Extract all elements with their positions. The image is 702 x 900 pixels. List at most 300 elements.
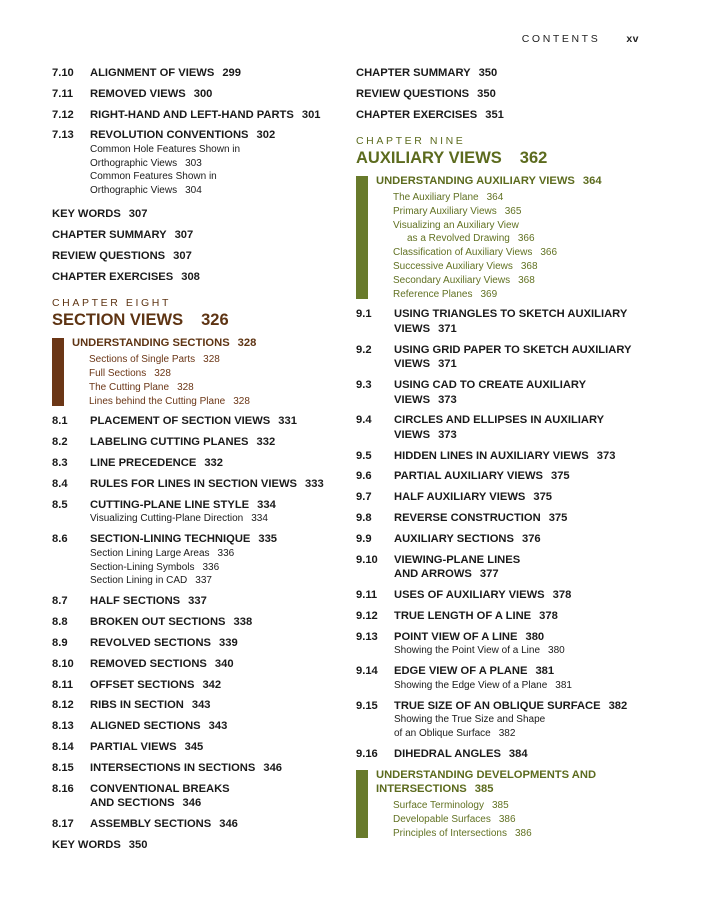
box-item-page: 364: [486, 192, 504, 204]
entry-title: CIRCLES AND ELLIPSES IN AUXILIARY: [394, 414, 605, 427]
box-item-page: 328: [154, 368, 171, 380]
section-number: 9.7: [356, 491, 372, 504]
entry-title: USING TRIANGLES TO SKETCH AUXILIARY: [394, 308, 628, 321]
box-title-text: UNDERSTANDING DEVELOPMENTS AND: [376, 768, 597, 781]
toc-entry-content: [90, 435, 342, 450]
toc-entry-content: [52, 207, 342, 222]
chapter-label: CHAPTER NINE: [356, 135, 466, 148]
toc-entry: [52, 817, 342, 832]
entry-title-line-2: [394, 357, 656, 372]
entry-page: 381: [535, 665, 555, 678]
entry-title: USES OF AUXILIARY VIEWS: [394, 588, 545, 601]
toc-entry: [52, 477, 342, 492]
chapter-page: 326: [201, 311, 229, 330]
section-number: 8.16: [52, 782, 74, 795]
entry-title-cont: AND ARROWS: [394, 568, 472, 581]
section-number: 9.2: [356, 343, 372, 356]
box-item-page: 386: [514, 827, 532, 839]
entry-title: BROKEN OUT SECTIONS: [90, 616, 226, 629]
section-number: 9.3: [356, 379, 372, 392]
toc-entry-unnumbered: [356, 87, 656, 102]
toc-entry-content: [394, 588, 656, 603]
toc-entry-content: [90, 698, 342, 713]
subentry: [394, 644, 656, 658]
toc-entry: [356, 413, 656, 442]
box-item-text: Principles of Intersections: [393, 827, 507, 839]
entry-title-line: [394, 630, 656, 645]
toc-entry: [52, 782, 342, 811]
entry-title: CHAPTER SUMMARY: [356, 67, 471, 79]
box-title: [376, 768, 656, 796]
section-number: 9.8: [356, 512, 372, 525]
section-number: 9.9: [356, 532, 372, 545]
toc-entry-content: [90, 498, 342, 526]
toc-entry-unnumbered: [52, 228, 342, 243]
entry-page: 337: [188, 595, 207, 608]
entry-page: 346: [182, 797, 202, 810]
accent-bar: [52, 338, 64, 406]
entry-title-line: [90, 414, 342, 429]
toc-entry-content: [394, 630, 656, 658]
toc-entry-content: [90, 740, 342, 755]
entry-title-line: [394, 307, 656, 322]
toc-entry: [356, 664, 656, 692]
toc-entry-content: [356, 66, 656, 81]
understanding-box: [356, 174, 656, 301]
accent-bar: [356, 770, 368, 838]
entry-title-line: [394, 532, 656, 547]
subentry-page: 304: [185, 185, 202, 197]
entry-page: 333: [305, 477, 324, 490]
entry-page: 332: [204, 457, 223, 470]
chapter-title-text: AUXILIARY VIEWS: [356, 149, 502, 168]
entry-title: PARTIAL VIEWS: [90, 741, 177, 753]
subentry-page: 382: [498, 728, 516, 740]
subentry-text: Showing the True Size and Shape: [394, 714, 546, 726]
toc-entry-content: [394, 664, 656, 692]
chapter-page: 362: [519, 149, 548, 168]
understanding-box: [356, 768, 656, 840]
entry-title: REVERSE CONSTRUCTION: [394, 512, 541, 525]
subentry-text: Common Features Shown in: [90, 171, 217, 183]
entry-title-line-2: [90, 796, 342, 811]
toc-entry-content: [394, 449, 656, 464]
box-item-page: 385: [491, 799, 509, 811]
running-header: [522, 33, 639, 45]
toc-entry: [356, 449, 656, 464]
toc-entry: [52, 87, 342, 102]
entry-title: VIEWING-PLANE LINES: [394, 553, 521, 566]
left-column: [52, 66, 342, 858]
entry-title-line: [394, 747, 656, 762]
subentry: [90, 561, 342, 575]
box-item: [376, 288, 656, 302]
entry-page: 307: [128, 208, 148, 221]
toc-entry: [52, 657, 342, 672]
toc-entry-content: [52, 249, 342, 264]
understanding-box: [52, 336, 342, 408]
box-item-page: 368: [520, 261, 538, 273]
section-number: 9.10: [356, 553, 378, 566]
entry-page: 373: [438, 393, 457, 406]
subentry-text: Common Hole Features Shown in: [90, 143, 241, 155]
section-number: 8.3: [52, 457, 68, 470]
section-number: 8.6: [52, 533, 68, 546]
entry-page: 350: [128, 838, 148, 851]
toc-entry-content: [90, 456, 342, 471]
toc-entry-content: [394, 747, 656, 762]
entry-page: 384: [508, 748, 528, 761]
entry-page: 300: [193, 87, 213, 100]
subentry-page: 380: [548, 645, 565, 657]
entry-page: 307: [173, 249, 192, 262]
entry-title-line: [394, 469, 656, 484]
entry-title: KEY WORDS: [52, 838, 121, 851]
entry-title-line: [90, 87, 342, 102]
chapter-heading: [356, 134, 656, 168]
toc-entry-content: [394, 307, 656, 336]
box-item-text: Primary Auxiliary Views: [393, 205, 497, 217]
toc-entry-unnumbered: [52, 207, 342, 222]
toc-entry: [356, 511, 656, 526]
entry-page: 351: [485, 108, 504, 121]
entry-page: 302: [256, 129, 276, 142]
subentry-text: Orthographic Views: [90, 185, 178, 197]
entry-title-line: [394, 413, 656, 428]
toc-entry-content: [90, 532, 342, 588]
subentry-page: 334: [251, 513, 268, 525]
toc-entry-unnumbered: [52, 838, 342, 853]
entry-title-cont: VIEWS: [394, 358, 431, 371]
section-number: 9.13: [356, 630, 378, 643]
entry-page: 340: [214, 657, 234, 670]
box-title: [72, 336, 342, 350]
entry-title: SECTION-LINING TECHNIQUE: [90, 533, 251, 546]
entry-title-line: [394, 378, 656, 393]
entry-page: 308: [181, 270, 200, 283]
section-number: 7.11: [52, 87, 74, 100]
toc-entry-content: [90, 414, 342, 429]
entry-title-line: [394, 699, 656, 714]
box-title-text: UNDERSTANDING AUXILIARY VIEWS: [376, 175, 575, 188]
section-number: 7.10: [52, 67, 74, 79]
toc-entry-content: [90, 636, 342, 651]
box-title-page: 364: [582, 175, 602, 188]
entry-title: ALIGNMENT OF VIEWS: [90, 67, 215, 79]
subentry: [90, 184, 342, 198]
box-item-text: Developable Surfaces: [393, 813, 491, 825]
entry-page: 299: [222, 67, 241, 79]
box-item-page: 365: [504, 205, 522, 217]
entry-page: 342: [202, 678, 222, 691]
toc-entry-content: [394, 532, 656, 547]
box-item: [376, 260, 656, 274]
toc-entry: [52, 698, 342, 713]
toc-entry: [52, 414, 342, 429]
subentry-text: Visualizing Cutting-Plane Direction: [90, 513, 244, 525]
page-number: xv: [626, 33, 639, 45]
box-item-page: 328: [233, 395, 250, 407]
subentry-text: Showing the Edge View of a Plane: [394, 679, 548, 691]
subentry-text: Section-Lining Symbols: [90, 561, 195, 573]
entry-page: 376: [521, 532, 541, 545]
subentry: [90, 574, 342, 588]
entry-page: 371: [438, 358, 457, 371]
section-number: 8.14: [52, 741, 74, 753]
toc-entry: [356, 469, 656, 484]
toc-entry-content: [90, 761, 342, 776]
entry-title: TRUE LENGTH OF A LINE: [394, 609, 532, 622]
box-item-text: Full Sections: [89, 368, 147, 380]
entry-title: AUXILIARY SECTIONS: [394, 532, 514, 545]
entry-title: REVOLVED SECTIONS: [90, 637, 212, 650]
box-item-text: Reference Planes: [393, 288, 473, 300]
entry-page: 377: [479, 568, 499, 581]
entry-title-line: [90, 719, 342, 734]
subentry: [90, 547, 342, 561]
section-number: 8.1: [52, 415, 68, 428]
entry-page: 373: [438, 428, 457, 441]
entry-title: ALIGNED SECTIONS: [90, 720, 201, 733]
entry-title: REVOLUTION CONVENTIONS: [90, 129, 249, 142]
entry-title: PARTIAL AUXILIARY VIEWS: [394, 470, 543, 483]
box-item: [376, 205, 656, 219]
toc-entry: [52, 498, 342, 526]
toc-entry: [52, 128, 342, 198]
toc-entry-content: [394, 469, 656, 484]
entry-page: 350: [477, 87, 496, 100]
entry-title-line-2: [394, 322, 656, 337]
toc-entry-content: [90, 66, 342, 81]
section-number: 9.4: [356, 414, 372, 427]
toc-entry-unnumbered: [52, 249, 342, 264]
toc-entry: [356, 588, 656, 603]
entry-title-line: [90, 636, 342, 651]
toc-entry: [52, 615, 342, 630]
entry-page: 343: [208, 720, 228, 733]
toc-entry: [356, 609, 656, 624]
box-item-text: Classification of Auxiliary Views: [393, 247, 533, 259]
chapter-title-text: SECTION VIEWS: [52, 311, 184, 330]
chapter-title: [356, 148, 656, 168]
section-number: 9.11: [356, 588, 378, 601]
toc-entry: [356, 378, 656, 407]
entry-page: 343: [191, 699, 211, 712]
chapter-heading: [52, 296, 342, 330]
box-title-page: 328: [237, 337, 257, 350]
subentry-text: Section Lining in CAD: [90, 575, 188, 587]
toc-entry-content: [90, 615, 342, 630]
toc-entry: [52, 678, 342, 693]
entry-title-line: [90, 657, 342, 672]
toc-entry: [356, 307, 656, 336]
entry-title-line: [394, 490, 656, 505]
box-item-page: 328: [203, 354, 220, 366]
toc-entry-content: [394, 343, 656, 372]
subentry-page: 337: [195, 575, 212, 587]
box-item-text: Successive Auxiliary Views: [393, 261, 513, 273]
entry-page: 375: [548, 512, 568, 525]
box-item: [376, 274, 656, 288]
entry-page: 346: [219, 817, 238, 830]
entry-title: PLACEMENT OF SECTION VIEWS: [90, 415, 271, 428]
entry-page: 301: [301, 108, 321, 121]
toc-entry-content: [394, 511, 656, 526]
subentry: [394, 713, 656, 727]
header-label: CONTENTS: [521, 33, 601, 45]
entry-title: INTERSECTIONS IN SECTIONS: [90, 761, 256, 774]
box-item: [376, 246, 656, 260]
entry-title: RIGHT-HAND AND LEFT-HAND PARTS: [90, 108, 294, 121]
entry-page: 375: [550, 470, 570, 483]
entry-title-line: [394, 511, 656, 526]
entry-title-line: [90, 740, 342, 755]
entry-title: CHAPTER SUMMARY: [52, 229, 167, 242]
toc-entry: [356, 490, 656, 505]
toc-entry-content: [356, 87, 656, 102]
box-item: [72, 367, 342, 381]
entry-title: USING CAD TO CREATE AUXILIARY: [394, 379, 587, 392]
section-number: 8.4: [52, 477, 68, 490]
section-number: 8.2: [52, 436, 68, 449]
toc-entry: [52, 456, 342, 471]
entry-title: DIHEDRAL ANGLES: [394, 748, 501, 761]
entry-title-line: [90, 477, 342, 492]
chapter-label: CHAPTER EIGHT: [52, 297, 171, 310]
box-item-page: 328: [177, 381, 194, 393]
entry-title-line: [394, 343, 656, 358]
section-number: 8.15: [52, 761, 74, 774]
entry-title: HIDDEN LINES IN AUXILIARY VIEWS: [394, 449, 589, 462]
toc-entry: [52, 594, 342, 609]
entry-title-line-2: [394, 393, 656, 408]
toc-entry-content: [394, 699, 656, 741]
entry-title-line-2: [394, 567, 656, 582]
entry-title-line: [394, 449, 656, 464]
section-number: 9.6: [356, 470, 372, 483]
subentry: [90, 143, 342, 157]
toc-entry-content: [394, 609, 656, 624]
subentry: [90, 157, 342, 171]
toc-entry-content: [52, 838, 342, 853]
subentry-page: 303: [185, 157, 202, 169]
entry-title-line: [394, 609, 656, 624]
entry-page: 339: [219, 637, 238, 650]
section-number: 9.16: [356, 748, 378, 761]
entry-title-line: [90, 594, 342, 609]
entry-page: 380: [525, 630, 545, 643]
box-title-page: 385: [474, 782, 494, 795]
entry-page: 373: [596, 449, 616, 462]
subentry: [394, 679, 656, 693]
entry-title: RIBS IN SECTION: [90, 699, 184, 712]
toc-entry-content: [90, 87, 342, 102]
box-item-text: Sections of Single Parts: [89, 354, 196, 366]
box-item: [376, 219, 656, 233]
section-number: 9.5: [356, 449, 372, 462]
toc-entry: [52, 435, 342, 450]
entry-page: 346: [263, 761, 283, 774]
toc-entry: [356, 747, 656, 762]
toc-entry-content: [90, 782, 342, 811]
toc-entry: [52, 761, 342, 776]
entry-title-line: [90, 615, 342, 630]
entry-title: KEY WORDS: [52, 208, 121, 221]
toc-entry-content: [90, 128, 342, 198]
entry-title: REVIEW QUESTIONS: [52, 249, 166, 262]
entry-page: 375: [533, 491, 553, 504]
box-item-page: 366: [517, 233, 535, 245]
toc-entry-content: [90, 719, 342, 734]
section-number: 8.8: [52, 616, 68, 629]
chapter-title: [52, 310, 342, 330]
entry-title: CONVENTIONAL BREAKS: [90, 782, 230, 795]
box-title: [376, 174, 656, 188]
entry-page: 335: [258, 533, 278, 546]
box-item-text: The Auxiliary Plane: [393, 192, 479, 204]
subentry: [90, 170, 342, 184]
entry-title: OFFSET SECTIONS: [90, 678, 195, 691]
section-number: 9.1: [356, 308, 372, 321]
toc-entry-content: [394, 553, 656, 582]
toc-entry: [356, 699, 656, 741]
subentry: [90, 512, 342, 526]
toc-entry: [356, 532, 656, 547]
section-number: 8.9: [52, 637, 68, 650]
entry-title-line: [90, 435, 342, 450]
box-item-page: 368: [518, 274, 535, 286]
section-number: 7.12: [52, 108, 74, 121]
subentry-text: Orthographic Views: [90, 157, 178, 169]
toc-entry-content: [90, 594, 342, 609]
entry-title-line: [90, 66, 342, 81]
entry-title-line: [90, 761, 342, 776]
entry-title-line: [90, 678, 342, 693]
entry-page: 345: [184, 741, 204, 753]
entry-title-cont: VIEWS: [394, 428, 431, 441]
toc-entry-content: [90, 108, 342, 123]
right-column: [356, 66, 656, 846]
toc-entry-content: [90, 817, 342, 832]
toc-entry: [52, 108, 342, 123]
entry-title-line: [90, 108, 342, 123]
entry-title-line-2: [394, 428, 656, 443]
box-item-page: 386: [498, 813, 516, 825]
entry-title-line: [90, 128, 342, 143]
entry-title-line: [90, 532, 342, 547]
box-item: [72, 381, 342, 395]
toc-entry-content: [90, 678, 342, 693]
entry-title: HALF AUXILIARY VIEWS: [394, 491, 526, 504]
section-number: 8.11: [52, 678, 74, 691]
entry-title: CHAPTER EXERCISES: [356, 108, 478, 121]
toc-entry: [52, 66, 342, 81]
toc-entry-content: [394, 490, 656, 505]
entry-page: 338: [233, 616, 253, 629]
entry-title: USING GRID PAPER TO SKETCH AUXILIARY: [394, 343, 632, 356]
section-number: 8.5: [52, 498, 68, 511]
section-number: 8.17: [52, 817, 74, 830]
toc-entry: [356, 553, 656, 582]
toc-entry-unnumbered: [52, 270, 342, 285]
entry-title: CUTTING-PLANE LINE STYLE: [90, 498, 250, 511]
toc-entry: [52, 719, 342, 734]
entry-title-cont: VIEWS: [394, 393, 431, 406]
entry-title: EDGE VIEW OF A PLANE: [394, 665, 528, 678]
entry-page: 332: [256, 436, 276, 449]
entry-title-line: [394, 553, 656, 568]
entry-page: 378: [539, 609, 558, 622]
